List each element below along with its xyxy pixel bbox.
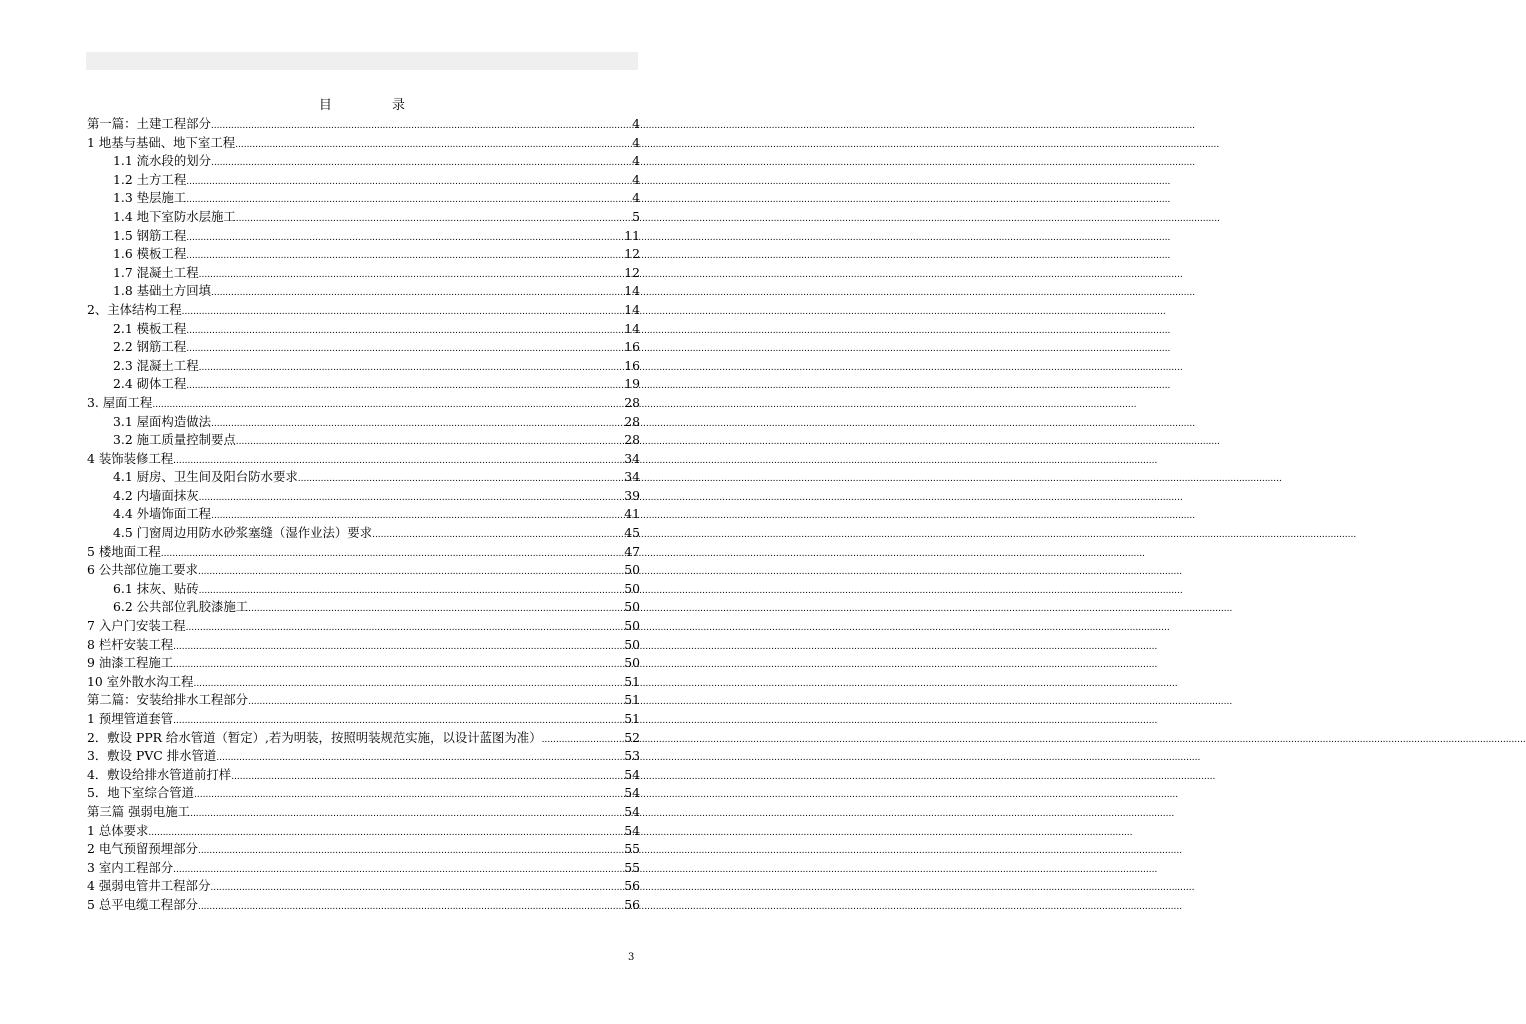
toc-entry-page: 51	[624, 711, 640, 726]
toc-dot-leader	[211, 413, 623, 434]
toc-dot-leader	[186, 338, 623, 359]
toc-entry-title: 3.2 施工质量控制要点	[113, 432, 236, 448]
toc-entry[interactable]	[87, 691, 640, 710]
toc-entry-page: 11	[624, 227, 640, 243]
toc-entry-page: 56	[624, 896, 640, 912]
toc-entry-title: 1.6 模板工程	[113, 246, 187, 262]
toc-dot-leader	[236, 208, 631, 229]
page-number: 3	[628, 952, 635, 963]
toc-entry-title: 2、主体结构工程	[87, 301, 182, 317]
toc-entry[interactable]	[87, 189, 640, 208]
toc-entry-page: 4	[632, 153, 640, 169]
toc-entry-page: 50	[624, 636, 640, 652]
toc-entry-title: 2.3 混凝土工程	[113, 357, 199, 373]
toc-entry-title: 6.2 公共部位乳胶漆施工	[113, 599, 249, 615]
toc-entry[interactable]	[87, 543, 640, 562]
toc-entry-page: 16	[624, 357, 640, 373]
toc-dot-leader	[194, 784, 623, 805]
toc-entry-title: 3．敷设 PVC 排水管道	[87, 748, 217, 764]
toc-dot-leader	[236, 431, 623, 452]
toc-dot-leader	[216, 747, 623, 768]
toc-entry-title: 4.1 厨房、卫生间及阳台防水要求	[113, 469, 298, 485]
toc-entry[interactable]	[87, 784, 640, 803]
toc-entry[interactable]	[87, 729, 640, 748]
toc-dot-leader	[199, 357, 624, 378]
toc-entry[interactable]	[87, 264, 640, 283]
toc-entry-page: 55	[624, 841, 640, 857]
toc-entry-page: 19	[624, 376, 640, 392]
toc-dot-leader	[198, 896, 623, 917]
toc-entry[interactable]	[87, 859, 640, 878]
toc-entry[interactable]	[87, 134, 640, 153]
toc-entry[interactable]	[87, 673, 640, 692]
toc-entry-page: 54	[624, 766, 640, 782]
toc-entry[interactable]	[87, 487, 640, 506]
toc-entry-title: 4．敷设给排水管道前打样	[87, 766, 232, 782]
toc-dot-leader	[173, 859, 623, 880]
toc-dot-leader	[231, 766, 623, 787]
toc-entry-page: 52	[624, 729, 640, 745]
toc-entry-title: 1.4 地下室防水层施工	[113, 208, 236, 224]
toc-entry[interactable]	[87, 617, 640, 636]
toc-entry[interactable]	[87, 338, 640, 357]
toc-entry[interactable]	[87, 375, 640, 394]
toc-entry-title: 1 总体要求	[87, 822, 149, 838]
toc-entry-title: 4 装饰装修工程	[87, 450, 174, 466]
toc-dot-leader	[173, 450, 623, 471]
toc-entry-title: 9 油漆工程施工	[87, 655, 174, 671]
toc-entry-page: 41	[624, 506, 640, 522]
toc-entry-page: 50	[624, 562, 640, 578]
toc-entry[interactable]	[87, 710, 640, 729]
toc-title: 目 录	[318, 98, 434, 113]
toc-entry[interactable]	[87, 580, 640, 599]
toc-entry-page: 45	[624, 525, 640, 541]
toc-entry-page: 14	[624, 320, 640, 336]
toc-entry-page: 54	[624, 785, 640, 801]
toc-dot-leader	[186, 320, 623, 341]
toc-entry[interactable]	[87, 320, 640, 339]
toc-entry-title: 4.4 外墙饰面工程	[113, 506, 211, 522]
toc-entry-title: 5．地下室综合管道	[87, 785, 195, 801]
toc-entry[interactable]	[87, 636, 640, 655]
toc-entry-title: 1.3 垫层施工	[113, 190, 187, 206]
toc-entry-page: 54	[624, 822, 640, 838]
toc-dot-leader	[148, 822, 623, 843]
toc-entry-title: 1.5 钢筋工程	[113, 227, 187, 243]
toc-entry-title: 3 室内工程部分	[87, 859, 174, 875]
toc-entry[interactable]	[87, 413, 640, 432]
toc-entry[interactable]	[87, 896, 640, 915]
toc-dot-leader	[186, 227, 623, 248]
toc-entry-title: 6.1 抹灰、贴砖	[113, 580, 199, 596]
toc-entry-title: 第三篇 强弱电施工	[87, 803, 191, 819]
toc-entry-title: 4 强弱电管井工程部分	[87, 878, 211, 894]
toc-entry[interactable]	[87, 822, 640, 841]
toc-dot-leader	[182, 301, 624, 322]
toc-dot-leader	[190, 803, 623, 824]
toc-entry-page: 4	[632, 134, 640, 150]
toc-entry[interactable]	[87, 877, 640, 896]
toc-entry-title: 2 电气预留预埋部分	[87, 841, 198, 857]
toc-dot-leader	[152, 394, 623, 415]
toc-entry-title: 3. 屋面工程	[87, 394, 153, 410]
toc-dot-leader	[173, 636, 623, 657]
toc-dot-leader	[173, 710, 623, 731]
toc-entry-page: 5	[632, 208, 640, 224]
toc-dot-leader	[186, 617, 624, 638]
toc-dot-leader	[198, 561, 623, 582]
toc-entry[interactable]	[87, 468, 640, 487]
toc-dot-leader	[211, 152, 631, 173]
toc-entry-page: 28	[624, 394, 640, 410]
toc-entry-page: 50	[624, 599, 640, 615]
toc-entry-title: 3.1 屋面构造做法	[113, 413, 211, 429]
toc-entry[interactable]	[87, 115, 640, 134]
toc-entry-page: 39	[624, 487, 640, 503]
toc-entry[interactable]	[87, 245, 640, 264]
toc-entry-page: 28	[624, 413, 640, 429]
toc-entry-page: 51	[624, 692, 640, 708]
toc-entry-page: 4	[632, 190, 640, 206]
toc-dot-leader	[186, 245, 623, 266]
toc-entry-title: 2．敷设 PPR 给水管道（暂定）,若为明装，按照明装规范实施，以设计蓝图为准）	[87, 729, 542, 745]
toc-dot-leader	[211, 282, 623, 303]
toc-entry-title: 7 入户门安装工程	[87, 618, 186, 634]
toc-entry[interactable]	[87, 282, 640, 301]
toc-dot-leader	[186, 189, 631, 210]
toc-entry-title: 1.8 基础土方回填	[113, 283, 211, 299]
toc-entry-title: 1 预埋管道套管	[87, 711, 174, 726]
toc-entry-page: 4	[632, 116, 640, 131]
toc-dot-leader	[298, 468, 623, 489]
toc-entry-page: 51	[624, 673, 640, 689]
toc-entry[interactable]	[87, 152, 640, 171]
toc-entry[interactable]	[87, 766, 640, 785]
toc-dot-leader	[235, 134, 631, 155]
toc-entry[interactable]	[87, 654, 640, 673]
toc-entry-page: 50	[624, 618, 640, 634]
toc-dot-leader	[372, 524, 623, 545]
toc-dot-leader	[199, 580, 624, 601]
toc-entry-page: 14	[624, 283, 640, 299]
header-bar	[86, 52, 638, 70]
toc-dot-leader	[199, 264, 624, 285]
toc-entry[interactable]	[87, 394, 640, 413]
toc-dot-leader	[193, 673, 623, 694]
toc-entry-page: 16	[624, 339, 640, 355]
toc-entry[interactable]	[87, 747, 640, 766]
toc-entry-page: 34	[624, 469, 640, 485]
toc-entry[interactable]	[87, 450, 640, 469]
toc-entry-title: 第一篇：土建工程部分	[87, 116, 211, 131]
toc-entry-title: 8 栏杆安装工程	[87, 636, 174, 652]
toc-entry-page: 47	[624, 543, 640, 559]
toc-dot-leader	[199, 487, 624, 508]
toc-dot-leader	[161, 543, 623, 564]
toc-entry-page: 50	[624, 655, 640, 671]
toc-entry[interactable]	[87, 171, 640, 190]
toc-dot-leader	[173, 654, 623, 675]
toc-entry-page: 53	[624, 748, 640, 764]
toc-dot-leader	[198, 840, 623, 861]
toc-dot-leader	[211, 115, 631, 136]
toc-entry-page: 55	[624, 859, 640, 875]
table-of-contents	[87, 115, 640, 915]
toc-entry-title: 4.5 门窗周边用防水砂浆塞缝（湿作业法）要求	[113, 525, 373, 541]
toc-dot-leader	[542, 729, 624, 750]
toc-entry[interactable]	[87, 208, 640, 227]
toc-dot-leader	[248, 691, 623, 712]
toc-entry-title: 1 地基与基础、地下室工程	[87, 134, 236, 150]
toc-entry-title: 1.7 混凝土工程	[113, 264, 199, 280]
toc-entry-title: 5 楼地面工程	[87, 543, 161, 559]
toc-entry-title: 2.4 砌体工程	[113, 376, 187, 392]
toc-dot-leader	[186, 171, 631, 192]
toc-dot-leader	[186, 375, 623, 396]
toc-entry-page: 34	[624, 450, 640, 466]
toc-dot-leader	[248, 598, 623, 619]
toc-entry[interactable]	[87, 803, 640, 822]
toc-entry-title: 5 总平电缆工程部分	[87, 896, 198, 912]
toc-entry-page: 50	[624, 580, 640, 596]
toc-entry-title: 1.1 流水段的划分	[113, 153, 211, 169]
toc-entry-page: 12	[624, 246, 640, 262]
toc-entry[interactable]	[87, 561, 640, 580]
toc-entry[interactable]	[87, 840, 640, 859]
toc-entry-title: 10 室外散水沟工程	[87, 673, 194, 689]
toc-entry[interactable]	[87, 431, 640, 450]
toc-dot-leader	[211, 505, 623, 526]
toc-entry-title: 4.2 内墙面抹灰	[113, 487, 199, 503]
toc-entry-title: 第二篇：安装给排水工程部分	[87, 692, 249, 708]
toc-entry-title: 6 公共部位施工要求	[87, 562, 198, 578]
toc-entry[interactable]	[87, 524, 640, 543]
toc-entry-page: 56	[624, 878, 640, 894]
toc-entry-title: 2.1 模板工程	[113, 320, 187, 336]
toc-entry[interactable]	[87, 227, 640, 246]
toc-dot-leader	[210, 877, 623, 898]
toc-entry-title: 2.2 钢筋工程	[113, 339, 187, 355]
toc-entry-page: 28	[624, 432, 640, 448]
toc-entry-page: 14	[624, 301, 640, 317]
toc-entry[interactable]	[87, 301, 640, 320]
toc-entry-page: 4	[632, 171, 640, 187]
toc-entry-page: 54	[624, 803, 640, 819]
toc-entry[interactable]	[87, 598, 640, 617]
toc-entry-page: 12	[624, 264, 640, 280]
toc-entry[interactable]	[87, 357, 640, 376]
toc-entry-title: 1.2 土方工程	[113, 171, 187, 187]
toc-entry[interactable]	[87, 505, 640, 524]
